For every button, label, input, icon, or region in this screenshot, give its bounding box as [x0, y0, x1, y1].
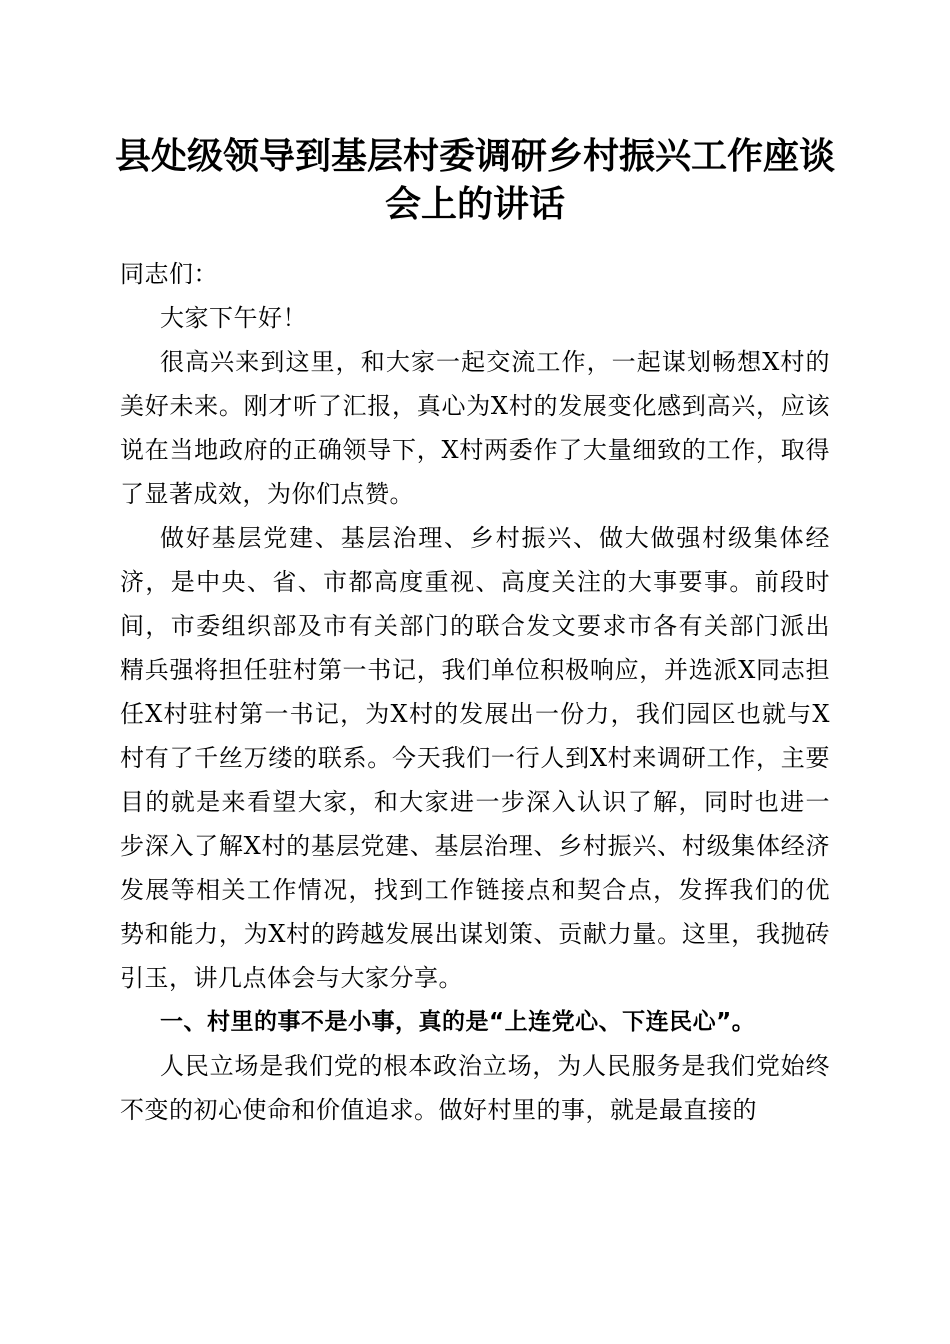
paragraph-background: 做好基层党建、基层治理、乡村振兴、做大做强村级集体经济，是中央、省、市都高度重视、高度关注的大事要事。前段时间，市委组织部及市有关部门的联合发文要求市各有关部门派出精兵强将担任驻村第一书记，我们单位积极响应，并选派X同志担任X村驻村第一书记，为X村的发展出一份力，我们园区也就与X村有了千丝万缕的联系。今天我们一行人到X村来调研工作，主要目的就是来看望大家，和大家进一步深入认识了解，同时也进一步深入了解X村的基层党建、基层治理、乡村振兴、村级集体经济发展等相关工作情况，找到工作链接点和契合点，发挥我们的优势和能力，为X村的跨越发展出谋划策、贡献力量。这里，我抛砖引玉，讲几点体会与大家分享。 — [120, 524, 830, 992]
section-1-paragraph: 人民立场是我们党的根本政治立场，为人民服务是我们党始终不变的初心使命和价值追求。做好村里的事，就是最直接的 — [120, 1052, 830, 1124]
title-line-2: 会上的讲话 — [384, 183, 565, 225]
paragraph-intro: 很高兴来到这里，和大家一起交流工作，一起谋划畅想X村的美好未来。刚才听了汇报，真心为X村的发展变化感到高兴，应该说在当地政府的正确领导下，X村两委作了大量细致的工作，取得了显著成效，为你们点赞。 — [120, 348, 830, 508]
document-body — [120, 252, 830, 1132]
document-title — [100, 132, 850, 228]
title-line-1: 县处级领导到基层村委调研乡村振兴工作座谈 — [114, 135, 835, 177]
greeting: 大家下午好！ — [160, 304, 307, 332]
section-heading-1: 一、村里的事不是小事，真的是“上连党心、下连民心”。 — [160, 1009, 756, 1035]
salutation: 同志们： — [120, 260, 218, 288]
